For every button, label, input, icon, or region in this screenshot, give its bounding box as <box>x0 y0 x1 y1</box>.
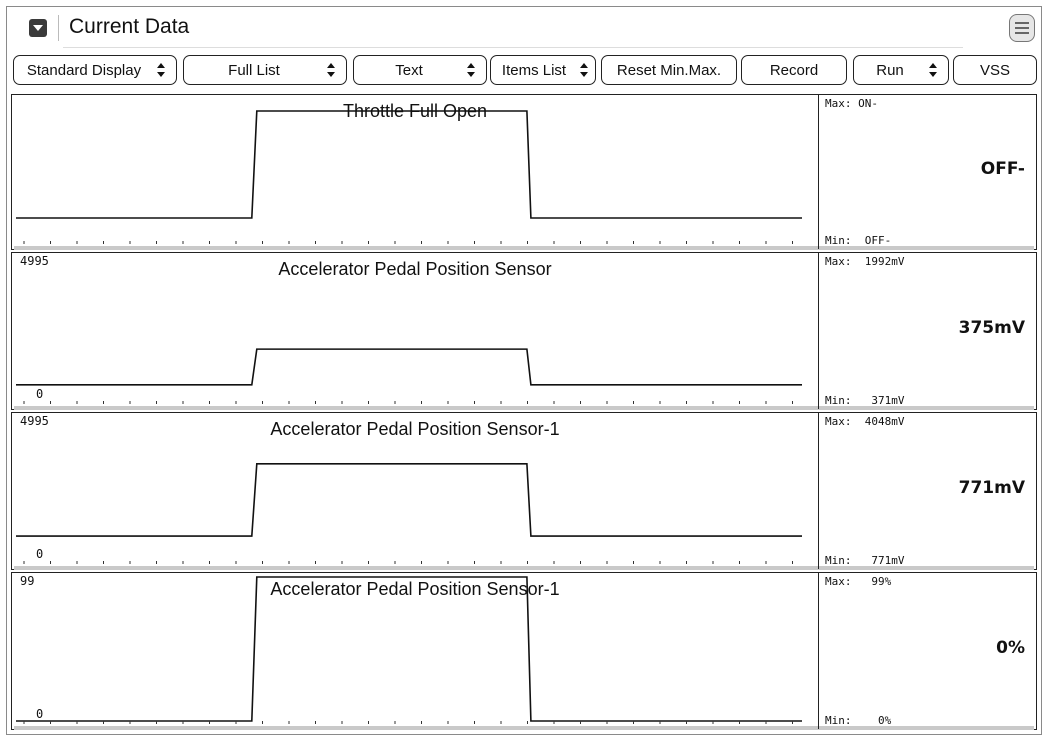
current-value: 0% <box>996 638 1025 658</box>
graph-title: Accelerator Pedal Position Sensor <box>278 259 552 279</box>
reset-min-max-label: Reset Min.Max. <box>616 61 722 79</box>
min-value: Min: 0% <box>825 714 892 727</box>
max-value: Max: 1992mV <box>825 255 905 268</box>
graph-panel[interactable] <box>11 572 1037 730</box>
items-list-label: Items List <box>501 61 567 79</box>
min-value: Min: 771mV <box>825 554 905 567</box>
value-readout <box>818 413 1035 569</box>
updown-arrows-icon <box>926 63 940 77</box>
signal-trace <box>16 349 802 385</box>
record-button[interactable] <box>741 55 847 85</box>
updown-arrows-icon <box>577 63 591 77</box>
updown-arrows-icon <box>464 63 478 77</box>
plot-area <box>12 95 818 249</box>
trace-graph <box>12 573 818 728</box>
graph-title: Throttle Full Open <box>342 101 488 121</box>
graph-title: Accelerator Pedal Position Sensor-1 <box>270 419 560 439</box>
run-label: Run <box>876 61 904 79</box>
min-value: Min: OFF- <box>825 234 892 247</box>
max-value: Max: 4048mV <box>825 415 905 428</box>
plot-area <box>12 573 818 729</box>
menu-icon[interactable] <box>1009 14 1035 42</box>
updown-arrows-icon <box>324 63 338 77</box>
scale-min-label: 0 <box>36 707 44 721</box>
graph-panel[interactable] <box>11 252 1037 410</box>
current-value: 771mV <box>958 478 1025 498</box>
signal-trace <box>16 111 802 218</box>
full-list-label: Full List <box>228 61 280 79</box>
text-label: Text <box>395 61 423 79</box>
standard-display-select[interactable] <box>13 55 177 85</box>
value-readout <box>818 95 1035 249</box>
title-underline <box>63 47 963 48</box>
max-value: Max: 99% <box>825 575 892 588</box>
graph-panel[interactable] <box>11 94 1037 250</box>
min-value: Min: 371mV <box>825 394 905 407</box>
trace-graph <box>12 253 818 408</box>
current-value: OFF- <box>980 159 1025 179</box>
run-select[interactable] <box>853 55 949 85</box>
text-select[interactable] <box>353 55 487 85</box>
trace-graph <box>12 413 818 568</box>
vss-button[interactable] <box>953 55 1037 85</box>
value-readout <box>818 253 1035 409</box>
window-title: Current Data <box>69 15 190 38</box>
vss-label: VSS <box>979 61 1010 79</box>
plot-area <box>12 253 818 409</box>
scale-min-label: 0 <box>36 387 44 401</box>
collapse-triangle-icon[interactable] <box>29 19 47 37</box>
current-data-window <box>6 6 1042 735</box>
title-bar <box>7 7 1041 47</box>
title-divider <box>58 15 59 41</box>
toolbar <box>13 55 1037 87</box>
full-list-select[interactable] <box>183 55 347 85</box>
value-readout <box>818 573 1035 729</box>
scale-max-label: 4995 <box>20 254 49 268</box>
signal-trace <box>16 464 802 536</box>
max-value: Max: ON- <box>825 97 878 110</box>
graph-panel[interactable] <box>11 412 1037 570</box>
record-label: Record <box>769 61 819 79</box>
reset-min-max-button[interactable] <box>601 55 737 85</box>
trace-graph <box>12 95 818 248</box>
updown-arrows-icon <box>154 63 168 77</box>
scale-max-label: 4995 <box>20 414 49 428</box>
graph-title: Accelerator Pedal Position Sensor-1 <box>270 579 560 599</box>
plot-area <box>12 413 818 569</box>
scale-min-label: 0 <box>36 547 44 561</box>
current-value: 375mV <box>958 318 1025 338</box>
signal-trace <box>16 577 802 721</box>
items-list-select[interactable] <box>490 55 596 85</box>
scale-max-label: 99 <box>20 574 35 588</box>
standard-display-label: Standard Display <box>26 61 142 79</box>
